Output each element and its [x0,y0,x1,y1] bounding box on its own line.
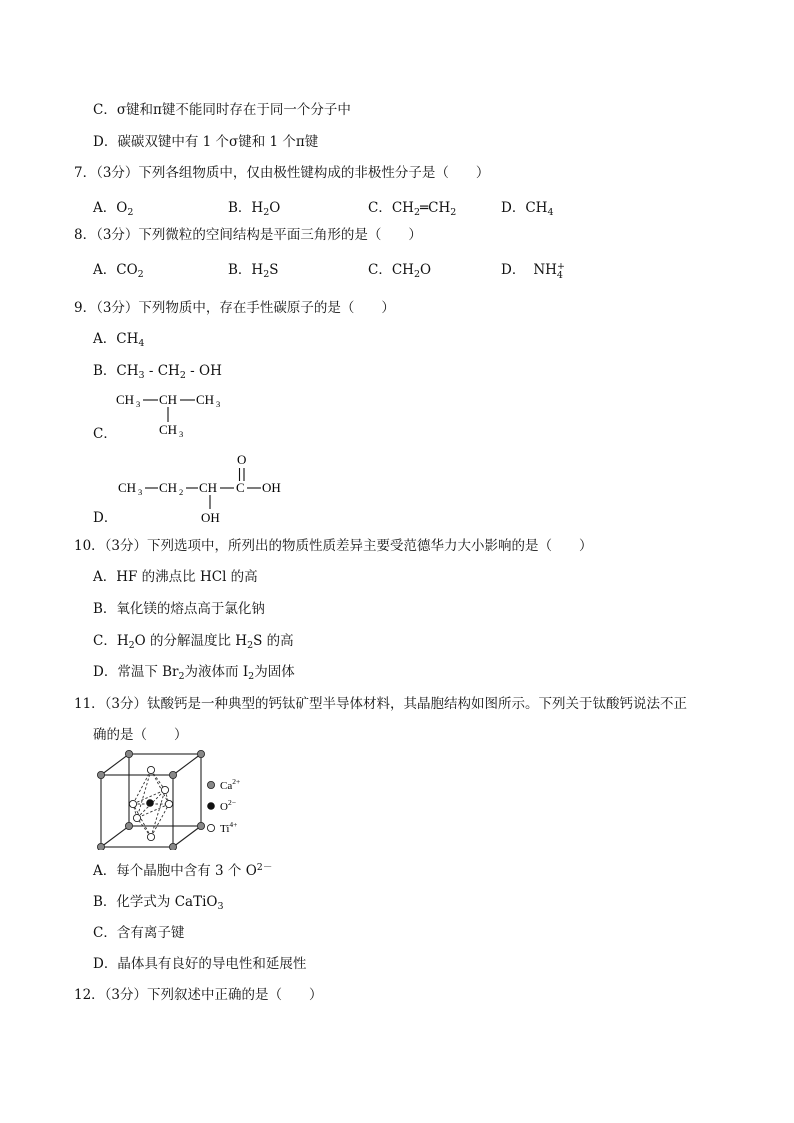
q8-option-b: B．$H_2S$ [228,262,279,280]
lactic-acid-structure [112,448,292,528]
q10-option-c: C．$H_2O$ 的分解温度比 $H_2S$ 的高 [93,633,294,651]
q7-option-d: D．$CH_4$ [501,200,554,218]
q10-option-d: D．常温下 $Br_2$为液体而 $I_2$为固体 [93,664,295,682]
q11-option-c: C．含有离子键 [93,925,185,941]
perovskite-unit-cell-diagram [90,748,290,850]
q10-stem: 10．（3分）下列选项中，所列出的物质性质差异主要受范德华力大小影响的是（ ） [74,538,593,554]
svg-text:CH: CH [196,392,215,407]
legend-ca-label: $Ca^{2+}$ [220,777,241,792]
q8-option-a: A．$CO_2$ [93,262,144,280]
q11-option-a: A．每个晶胞中含有 3 个 $O^{2-}$ [93,862,273,879]
q6-option-c: C．σ键和π键不能同时存在于同一个分子中 [93,102,351,118]
legend-ti-label: $Ti^{4+}$ [220,820,238,835]
svg-text:C: C [236,480,245,495]
svg-text:CH: CH [118,480,137,495]
legend-ti-marker [207,824,214,831]
isopropane-structure [112,388,232,440]
svg-text:CH: CH [116,392,135,407]
q7-options [0,196,794,216]
q8-stem: 8．（3分）下列微粒的空间结构是平面三角形的是（ ） [74,227,422,243]
svg-text:OH: OH [262,480,281,495]
q11-stem-line1: 11．（3分）钛酸钙是一种典型的钙钛矿型半导体材料，其晶胞结构如图所示。下列关于钛酸钙说法不正 [74,696,688,712]
q9-option-b: B．$CH_3 - CH_2$ - OH [93,363,222,381]
q8-option-c: C．$CH_2O$ [368,262,432,280]
q11-option-b: B．化学式为 CaTiO$_3$ [93,894,224,912]
svg-text:CH: CH [159,392,178,407]
q9-option-d-label: D． [93,510,118,526]
svg-text:O: O [237,452,247,467]
q7-stem: 7．（3分）下列各组物质中，仅由极性键构成的非极性分子是（ ） [74,165,490,181]
q8-options [0,258,794,282]
q12-stem: 12．（3分）下列叙述中正确的是（ ） [74,987,323,1003]
svg-text:CH: CH [159,480,178,495]
svg-text:3: 3 [136,399,141,409]
svg-text:3: 3 [138,487,143,497]
legend-ca-marker [207,781,214,788]
q8-option-d: D． $NH_4^+$ [501,261,565,281]
svg-text:CH: CH [159,422,178,437]
q10-option-a: A．HF 的沸点比 HCl 的高 [93,569,258,585]
q7-option-c: C．$CH_2═CH_2$ [368,200,457,218]
q10-option-b: B．氧化镁的熔点高于氯化钠 [93,601,265,617]
svg-text:OH: OH [201,510,220,525]
svg-text:2: 2 [179,487,184,497]
q9-option-c-label: C． [93,426,117,442]
q11-option-d: D．晶体具有良好的导电性和延展性 [93,956,307,972]
q11-stem-line2: 确的是（ ） [93,727,188,743]
q9-option-a: A．$CH_4$ [93,331,145,349]
legend-o-label: $O^{2-}$ [220,798,236,813]
q6-option-d: D．碳碳双键中有 1 个σ键和 1 个π键 [93,134,319,150]
q9-stem: 9．（3分）下列物质中，存在手性碳原子的是（ ） [74,300,395,316]
legend-o-marker [207,802,215,810]
q7-option-b: B．$H_2O$ [228,200,281,218]
svg-text:3: 3 [179,429,184,439]
svg-text:3: 3 [216,399,221,409]
svg-text:CH: CH [199,480,218,495]
q7-option-a: A．$O_2$ [93,200,134,218]
